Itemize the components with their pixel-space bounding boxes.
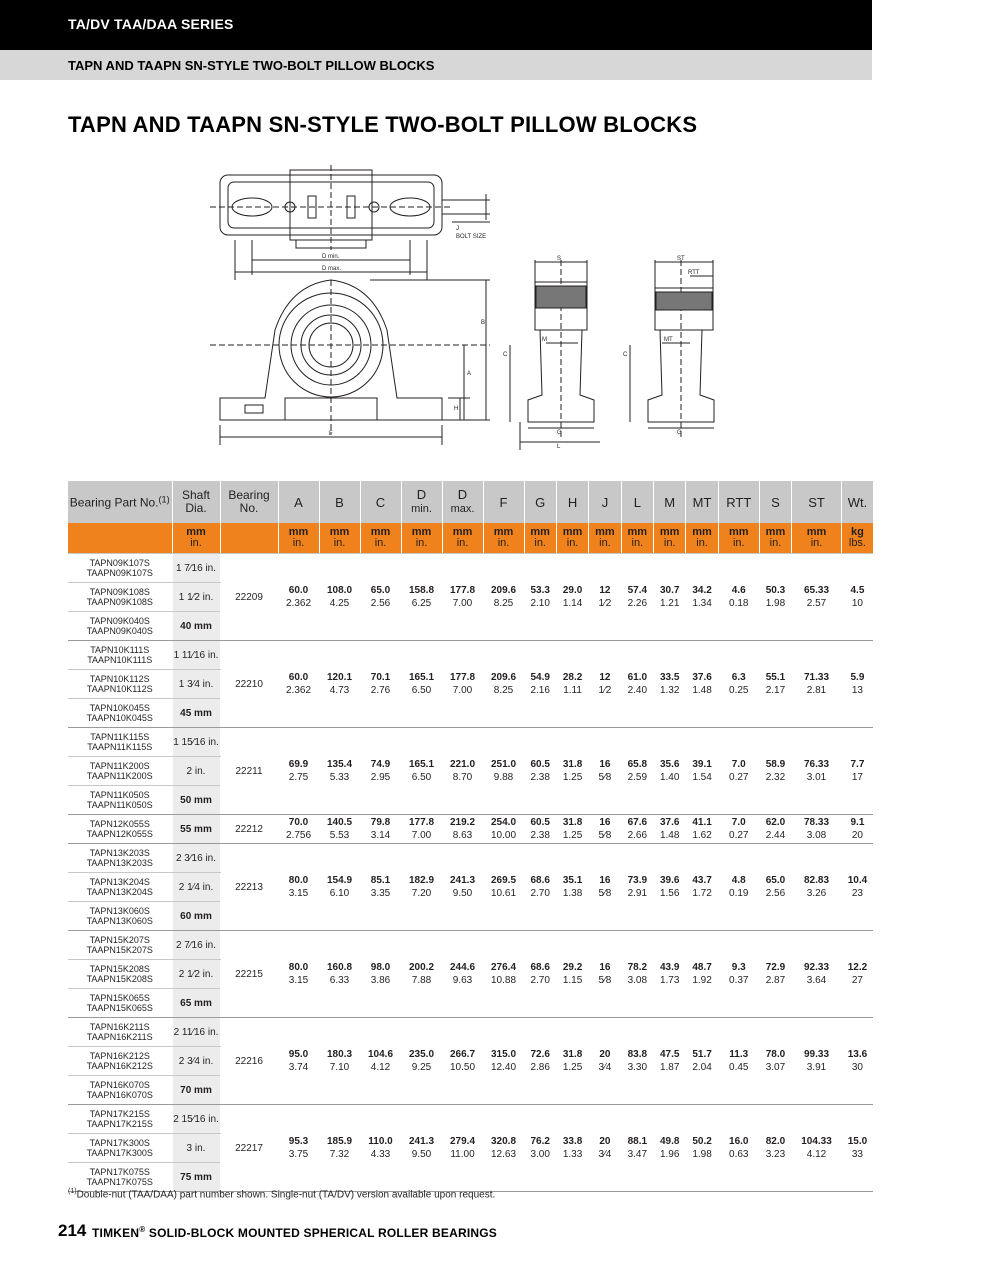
dimension-cell: 185.9 7.32	[319, 1105, 360, 1192]
dimension-cell: 41.1 1.62	[686, 815, 718, 844]
dimension-cell: 35.1 1.38	[556, 844, 588, 931]
unit-cell: mm in.	[792, 523, 842, 554]
part-number-cell: TAPN10K045S TAAPN10K045S	[68, 699, 172, 728]
bearing-no-cell: 22211	[220, 728, 278, 815]
bearing-no-cell: 22216	[220, 1018, 278, 1105]
shaft-dia-cell: 2 7⁄16 in.	[172, 931, 220, 960]
part-number-cell: TAPN11K115S TAAPN11K115S	[68, 728, 172, 757]
front-view-drawing	[210, 280, 490, 445]
table-row	[68, 641, 873, 670]
dimension-cell: 78.2 3.08	[621, 931, 653, 1018]
dimension-cell: 7.7 17	[841, 728, 873, 815]
col-header: Wt.	[841, 481, 873, 523]
dimension-cell: 95.0 3.74	[278, 1018, 319, 1105]
col-header: C	[360, 481, 401, 523]
dimension-cell: 61.0 2.40	[621, 641, 653, 728]
dimension-cell: 6.3 0.25	[718, 641, 759, 728]
dimension-cell: 20 3⁄4	[589, 1105, 621, 1192]
dimension-cell: 74.9 2.95	[360, 728, 401, 815]
col-header: M	[654, 481, 686, 523]
shaft-dia-cell: 2 3⁄4 in.	[172, 1047, 220, 1076]
dimension-cell: 108.0 4.25	[319, 554, 360, 641]
part-number-cell: TAPN10K112S TAAPN10K112S	[68, 670, 172, 699]
dimension-cell: 65.33 2.57	[792, 554, 842, 641]
dimension-cell: 57.4 2.26	[621, 554, 653, 641]
section-header-bar	[0, 50, 872, 80]
shaft-dia-cell: 55 mm	[172, 815, 220, 844]
dim-label-j: J	[456, 226, 459, 232]
dimension-cell: 177.8 7.00	[442, 641, 483, 728]
dimension-cell: 78.33 3.08	[792, 815, 842, 844]
dimension-cell: 165.1 6.50	[401, 728, 442, 815]
part-number-cell: TAPN15K208S TAAPN15K208S	[68, 960, 172, 989]
dimension-cell: 68.6 2.70	[524, 931, 556, 1018]
shaft-dia-cell: 2 3⁄16 in.	[172, 844, 220, 873]
col-header: G	[524, 481, 556, 523]
col-header: D max.	[442, 481, 483, 523]
dim-label-a: A	[467, 371, 472, 377]
dimension-cell: 11.3 0.45	[718, 1018, 759, 1105]
dim-label-h: H	[454, 406, 459, 412]
part-number-cell: TAPN16K211S TAAPN16K211S	[68, 1018, 172, 1047]
bearing-no-cell: 22212	[220, 815, 278, 844]
dim-label-g: G	[557, 430, 562, 436]
dimension-cell: 16 5⁄8	[589, 931, 621, 1018]
footnote: $^{(1)}$Double-nut (TAA/DAA) part number shown. Single-nut (TA/DV) version available upon request.	[68, 1188, 496, 1201]
dimension-cell: 4.5 10	[841, 554, 873, 641]
dimension-cell: 92.33 3.64	[792, 931, 842, 1018]
part-number-cell: TAPN10K111S TAAPN10K111S	[68, 641, 172, 670]
dimension-cell: 62.0 2.44	[759, 815, 791, 844]
part-number-cell: TAPN16K212S TAAPN16K212S	[68, 1047, 172, 1076]
dimension-cell: 72.6 2.86	[524, 1018, 556, 1105]
unit-cell: mm in.	[759, 523, 791, 554]
dimension-cell: 9.3 0.37	[718, 931, 759, 1018]
dimension-cell: 60.5 2.38	[524, 728, 556, 815]
shaft-dia-cell: 2 1⁄4 in.	[172, 873, 220, 902]
col-header: B	[319, 481, 360, 523]
dimension-cell: 48.7 1.92	[686, 931, 718, 1018]
dimension-cell: 88.1 3.47	[621, 1105, 653, 1192]
dimension-cell: 29.2 1.15	[556, 931, 588, 1018]
dimension-cell: 241.3 9.50	[401, 1105, 442, 1192]
dimension-cell: 68.6 2.70	[524, 844, 556, 931]
dimension-cell: 320.8 12.63	[483, 1105, 524, 1192]
table-row	[68, 1105, 873, 1134]
dimension-cell: 80.0 3.15	[278, 844, 319, 931]
dimension-cell: 244.6 9.63	[442, 931, 483, 1018]
col-header: ST	[792, 481, 842, 523]
dimension-cell: 13.6 30	[841, 1018, 873, 1105]
shaft-dia-cell: 2 15⁄16 in.	[172, 1105, 220, 1134]
unit-cell: kg lbs.	[841, 523, 873, 554]
bearing-no-cell: 22213	[220, 844, 278, 931]
dim-label-bolt-size: BOLT SIZE	[456, 234, 487, 240]
dimension-cell: 37.6 1.48	[654, 815, 686, 844]
side-view-s-drawing	[510, 260, 600, 450]
col-header: S	[759, 481, 791, 523]
dimension-cell: 15.0 33	[841, 1105, 873, 1192]
dimension-cell: 80.0 3.15	[278, 931, 319, 1018]
dimension-cell: 266.7 10.50	[442, 1018, 483, 1105]
col-header-part-no: Bearing Part No.$^{(1)}$	[68, 481, 172, 523]
table-row	[68, 844, 873, 873]
unit-cell: mm in.	[319, 523, 360, 554]
bearing-no-cell: 22217	[220, 1105, 278, 1192]
unit-cell-empty	[68, 523, 172, 554]
dim-label-f: F	[329, 431, 333, 437]
pillow-block-drawings	[190, 160, 790, 460]
dimension-cell: 76.33 3.01	[792, 728, 842, 815]
bearing-no-cell: 22210	[220, 641, 278, 728]
shaft-dia-cell: 65 mm	[172, 989, 220, 1018]
unit-cell: mm in.	[621, 523, 653, 554]
dimension-cell: 49.8 1.96	[654, 1105, 686, 1192]
dimension-cell: 72.9 2.87	[759, 931, 791, 1018]
dimension-cell: 85.1 3.35	[360, 844, 401, 931]
dimension-cell: 269.5 10.61	[483, 844, 524, 931]
dimension-cell: 12 1⁄2	[589, 641, 621, 728]
dimension-cell: 60.0 2.362	[278, 641, 319, 728]
dimension-cell: 54.9 2.16	[524, 641, 556, 728]
part-number-cell: TAPN17K075S TAAPN17K075S	[68, 1163, 172, 1192]
dimension-cell: 60.0 2.362	[278, 554, 319, 641]
dimension-cell: 30.7 1.21	[654, 554, 686, 641]
dimension-cell: 58.9 2.32	[759, 728, 791, 815]
dimension-cell: 235.0 9.25	[401, 1018, 442, 1105]
part-number-cell: TAPN09K108S TAAPN09K108S	[68, 583, 172, 612]
shaft-dia-cell: 1 7⁄16 in.	[172, 554, 220, 583]
dim-label-b: B	[481, 320, 486, 326]
dimension-cell: 276.4 10.88	[483, 931, 524, 1018]
shaft-dia-cell: 2 1⁄2 in.	[172, 960, 220, 989]
part-number-cell: TAPN11K050S TAAPN11K050S	[68, 786, 172, 815]
dimension-cell: 31.8 1.25	[556, 728, 588, 815]
dimension-cell: 31.8 1.25	[556, 1018, 588, 1105]
dimension-cell: 71.33 2.81	[792, 641, 842, 728]
dimension-cell: 221.0 8.70	[442, 728, 483, 815]
dimension-cell: 70.0 2.756	[278, 815, 319, 844]
dimension-cell: 209.6 8.25	[483, 641, 524, 728]
dimension-cell: 104.6 4.12	[360, 1018, 401, 1105]
page-number: 214	[58, 1221, 87, 1240]
dimension-cell: 39.6 1.56	[654, 844, 686, 931]
dimension-cell: 140.5 5.53	[319, 815, 360, 844]
dimension-cell: 177.8 7.00	[442, 554, 483, 641]
dimension-cell: 7.0 0.27	[718, 815, 759, 844]
dimension-cell: 95.3 3.75	[278, 1105, 319, 1192]
dimension-cell: 29.0 1.14	[556, 554, 588, 641]
col-header: RTT	[718, 481, 759, 523]
page-footer: TIMKEN® SOLID-BLOCK MOUNTED SPHERICAL ROLLER BEARINGS	[92, 1225, 497, 1240]
dimension-cell: 177.8 7.00	[401, 815, 442, 844]
col-header: H	[556, 481, 588, 523]
dimension-cell: 65.0 2.56	[759, 844, 791, 931]
bearing-no-cell: 22209	[220, 554, 278, 641]
dim-label-st: ST	[677, 256, 685, 262]
dimension-cell: 31.8 1.25	[556, 815, 588, 844]
part-number-cell: TAPN11K200S TAAPN11K200S	[68, 757, 172, 786]
dimension-cell: 135.4 5.33	[319, 728, 360, 815]
unit-cell: mm in.	[589, 523, 621, 554]
dimension-cell: 182.9 7.20	[401, 844, 442, 931]
shaft-dia-cell: 75 mm	[172, 1163, 220, 1192]
dimension-cell: 7.0 0.27	[718, 728, 759, 815]
dimension-cell: 73.9 2.91	[621, 844, 653, 931]
dimension-cell: 254.0 10.00	[483, 815, 524, 844]
unit-cell: mm in.	[278, 523, 319, 554]
dimension-cell: 12.2 27	[841, 931, 873, 1018]
dimension-cell: 69.9 2.75	[278, 728, 319, 815]
page-title: TAPN AND TAAPN SN-STYLE TWO-BOLT PILLOW BLOCKS	[68, 112, 698, 137]
dimension-cell: 50.2 1.98	[686, 1105, 718, 1192]
dim-label-s: S	[557, 256, 562, 262]
dim-label-m: M	[542, 337, 547, 343]
dimension-cell: 99.33 3.91	[792, 1018, 842, 1105]
table-row	[68, 931, 873, 960]
dimension-cell: 98.0 3.86	[360, 931, 401, 1018]
dim-label-d-max: D max.	[322, 266, 342, 272]
dimension-cell: 200.2 7.88	[401, 931, 442, 1018]
dimension-cell: 10.4 23	[841, 844, 873, 931]
dimension-cell: 33.8 1.33	[556, 1105, 588, 1192]
dimension-cell: 120.1 4.73	[319, 641, 360, 728]
shaft-dia-cell: 50 mm	[172, 786, 220, 815]
dimension-cell: 315.0 12.40	[483, 1018, 524, 1105]
part-number-cell: TAPN09K107S TAAPN09K107S	[68, 554, 172, 583]
dimension-cell: 209.6 8.25	[483, 554, 524, 641]
dimension-cell: 53.3 2.10	[524, 554, 556, 641]
dimension-cell: 12 1⁄2	[589, 554, 621, 641]
col-header: D min.	[401, 481, 442, 523]
col-header: F	[483, 481, 524, 523]
part-number-cell: TAPN13K060S TAAPN13K060S	[68, 902, 172, 931]
col-header: L	[621, 481, 653, 523]
dimension-cell: 158.8 6.25	[401, 554, 442, 641]
col-header-shaft-dia: Shaft Dia.	[172, 481, 220, 523]
dimension-cell: 20 3⁄4	[589, 1018, 621, 1105]
dimension-cell: 83.8 3.30	[621, 1018, 653, 1105]
col-header: J	[589, 481, 621, 523]
dimension-cell: 78.0 3.07	[759, 1018, 791, 1105]
dimension-cell: 4.8 0.19	[718, 844, 759, 931]
shaft-dia-cell: 2 in.	[172, 757, 220, 786]
dim-label-g-st: G	[677, 430, 682, 436]
dimension-cell: 104.33 4.12	[792, 1105, 842, 1192]
dimension-cell: 16 5⁄8	[589, 844, 621, 931]
col-header: MT	[686, 481, 718, 523]
dimension-cell: 37.6 1.48	[686, 641, 718, 728]
dimension-cell: 60.5 2.38	[524, 815, 556, 844]
shaft-dia-cell: 1 15⁄16 in.	[172, 728, 220, 757]
unit-cell: mm in.	[483, 523, 524, 554]
table-row	[68, 554, 873, 583]
dimension-cell: 16 5⁄8	[589, 728, 621, 815]
unit-cell: mm in.	[360, 523, 401, 554]
part-number-cell: TAPN15K065S TAAPN15K065S	[68, 989, 172, 1018]
shaft-dia-cell: 1 11⁄16 in.	[172, 641, 220, 670]
dimension-cell: 51.7 2.04	[686, 1018, 718, 1105]
dimension-cell: 65.0 2.56	[360, 554, 401, 641]
table-row	[68, 815, 873, 844]
dimension-cell: 82.83 3.26	[792, 844, 842, 931]
dim-label-d-min: D min.	[322, 254, 340, 260]
dimension-cell: 251.0 9.88	[483, 728, 524, 815]
unit-cell: mm in.	[718, 523, 759, 554]
table-row	[68, 728, 873, 757]
part-number-cell: TAPN15K207S TAAPN15K207S	[68, 931, 172, 960]
dimension-cell: 180.3 7.10	[319, 1018, 360, 1105]
dimension-cell: 241.3 9.50	[442, 844, 483, 931]
part-number-cell: TAPN17K300S TAAPN17K300S	[68, 1134, 172, 1163]
part-number-cell: TAPN17K215S TAAPN17K215S	[68, 1105, 172, 1134]
unit-cell: mm in.	[442, 523, 483, 554]
dimension-cell: 82.0 3.23	[759, 1105, 791, 1192]
unit-cell: mm in.	[686, 523, 718, 554]
top-view-drawing	[210, 165, 490, 280]
shaft-dia-cell: 1 1⁄2 in.	[172, 583, 220, 612]
shaft-dia-cell: 3 in.	[172, 1134, 220, 1163]
unit-cell: mm in.	[556, 523, 588, 554]
dimension-cell: 70.1 2.76	[360, 641, 401, 728]
unit-cell-shaft: mm in.	[172, 523, 220, 554]
dimension-cell: 28.2 1.11	[556, 641, 588, 728]
dimension-cell: 9.1 20	[841, 815, 873, 844]
dimension-cell: 35.6 1.40	[654, 728, 686, 815]
unit-cell: mm in.	[524, 523, 556, 554]
dimension-cell: 47.5 1.87	[654, 1018, 686, 1105]
dim-label-rtt: RTT	[688, 270, 700, 276]
dimension-cell: 110.0 4.33	[360, 1105, 401, 1192]
col-header: A	[278, 481, 319, 523]
unit-cell: mm in.	[654, 523, 686, 554]
part-number-cell: TAPN13K204S TAAPN13K204S	[68, 873, 172, 902]
side-view-st-drawing	[630, 260, 714, 440]
part-number-cell: TAPN13K203S TAAPN13K203S	[68, 844, 172, 873]
shaft-dia-cell: 40 mm	[172, 612, 220, 641]
section-title: TAPN AND TAAPN SN-STYLE TWO-BOLT PILLOW BLOCKS	[68, 58, 435, 73]
part-number-cell: TAPN12K055S TAAPN12K055S	[68, 815, 172, 844]
dimension-cell: 67.6 2.66	[621, 815, 653, 844]
dim-label-l: L	[557, 444, 561, 450]
dimensions-table	[68, 481, 873, 1192]
shaft-dia-cell: 70 mm	[172, 1076, 220, 1105]
unit-cell-empty	[220, 523, 278, 554]
dimension-cell: 5.9 13	[841, 641, 873, 728]
shaft-dia-cell: 1 3⁄4 in.	[172, 670, 220, 699]
dimension-cell: 160.8 6.33	[319, 931, 360, 1018]
dimension-cell: 279.4 11.00	[442, 1105, 483, 1192]
dim-label-c-st: C	[623, 352, 628, 358]
col-header-bearing-no: Bearing No.	[220, 481, 278, 523]
dim-label-c: C	[503, 352, 508, 358]
dimension-cell: 16 5⁄8	[589, 815, 621, 844]
dimension-cell: 4.6 0.18	[718, 554, 759, 641]
dimension-cell: 16.0 0.63	[718, 1105, 759, 1192]
dimension-cell: 50.3 1.98	[759, 554, 791, 641]
unit-cell: mm in.	[401, 523, 442, 554]
dimension-cell: 33.5 1.32	[654, 641, 686, 728]
dimension-cell: 79.8 3.14	[360, 815, 401, 844]
dimension-cell: 43.9 1.73	[654, 931, 686, 1018]
dimension-cell: 55.1 2.17	[759, 641, 791, 728]
dimension-cell: 154.9 6.10	[319, 844, 360, 931]
part-number-cell: TAPN09K040S TAAPN09K040S	[68, 612, 172, 641]
part-number-cell: TAPN16K070S TAAPN16K070S	[68, 1076, 172, 1105]
series-title: TA/DV TAA/DAA SERIES	[68, 16, 234, 32]
dimension-cell: 219.2 8.63	[442, 815, 483, 844]
dimension-cell: 165.1 6.50	[401, 641, 442, 728]
dimension-cell: 39.1 1.54	[686, 728, 718, 815]
bearing-no-cell: 22215	[220, 931, 278, 1018]
dimension-cell: 34.2 1.34	[686, 554, 718, 641]
dimension-cell: 65.8 2.59	[621, 728, 653, 815]
table-row	[68, 1018, 873, 1047]
dimension-cell: 43.7 1.72	[686, 844, 718, 931]
dim-label-mt: MT	[664, 337, 673, 343]
shaft-dia-cell: 2 11⁄16 in.	[172, 1018, 220, 1047]
dimension-cell: 76.2 3.00	[524, 1105, 556, 1192]
shaft-dia-cell: 60 mm	[172, 902, 220, 931]
shaft-dia-cell: 45 mm	[172, 699, 220, 728]
series-header-bar	[0, 0, 872, 50]
